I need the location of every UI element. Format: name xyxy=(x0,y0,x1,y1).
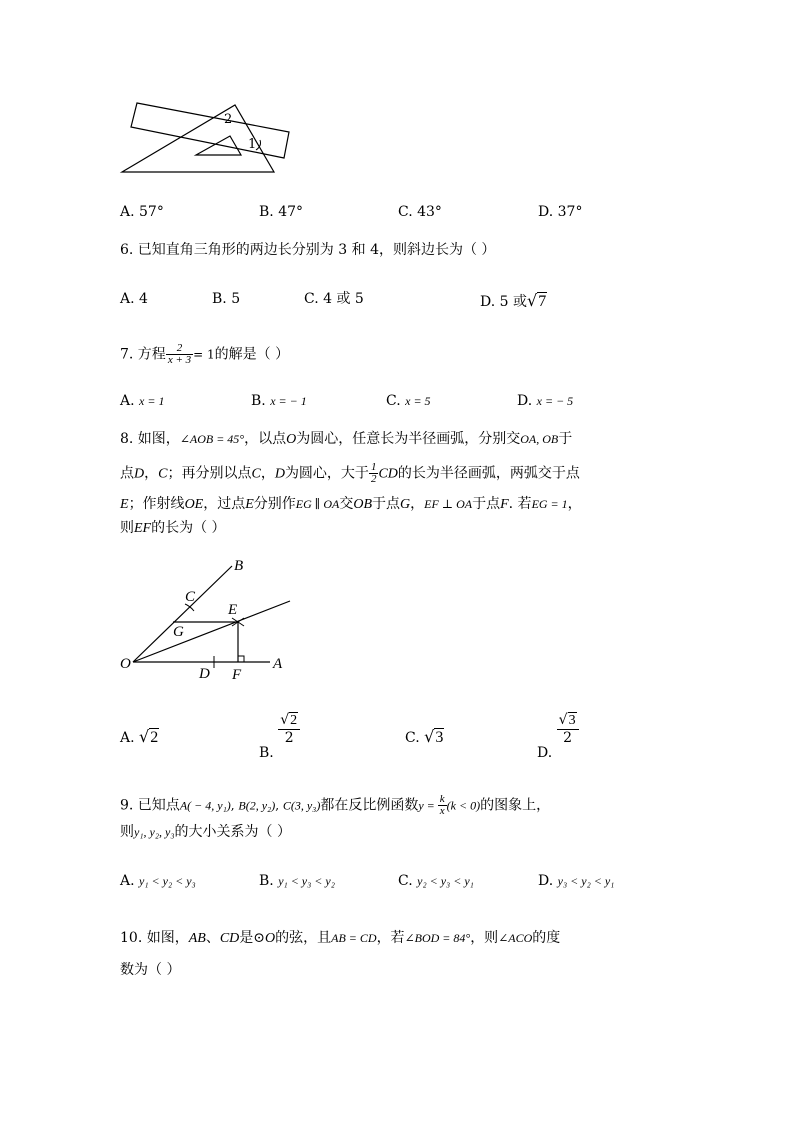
q5-option-a: A. 57° xyxy=(120,204,164,220)
q6-stem: 6. 已知直角三角形的两边长分别为 3 和 4，则斜边长为（ ） xyxy=(120,242,496,258)
q5-option-c: C. 43° xyxy=(398,204,442,220)
label-g: G xyxy=(173,624,184,640)
q9-option-a: A. y₁ < y₂ < y₃ xyxy=(120,873,196,889)
sqrt-icon: √7 xyxy=(526,291,547,310)
q6-option-b: B. 5 xyxy=(212,291,241,307)
q8-option-a: A. √2 xyxy=(120,727,159,746)
ray-ob xyxy=(133,566,232,662)
q7-suffix: 的解是（ ） xyxy=(214,346,290,363)
q10-line-2: 数为（ ） xyxy=(120,962,181,978)
q8-option-d: D. $\frac{√3}{2}$ xyxy=(537,712,579,746)
angle-2-label: 2 xyxy=(224,112,233,127)
q5-option-d: D. 37° xyxy=(538,204,583,220)
q6-option-c: C. 4 或 5 xyxy=(304,291,364,307)
ray-oe xyxy=(133,601,290,662)
label-b: B xyxy=(234,558,244,574)
q7-prefix: 7. 方程 xyxy=(120,346,166,363)
q9-line-1: 9. 已知点A( − 4, y₁), B(2, y₂), C(3, y₃)都在反比例函数y = $\frac{k}{x}$ (k < 0)的图象上， xyxy=(120,793,551,817)
label-c: C xyxy=(185,589,196,605)
label-d: D xyxy=(199,666,210,682)
q8-line-3: E；作射线OE，过点E分别作EG ∥ OA交OB于点G，EF ⊥ OA于点F. 若EG = 1， xyxy=(120,496,582,512)
q8-line-2: 点D，C；再分别以点C，D为圆心，大于 $\frac{1}{2}$ CD的长为半径画弧，两弧交于点 xyxy=(120,461,580,485)
q9-line-2: 则y₁, y₂, y₃的大小关系为（ ） xyxy=(120,824,291,840)
q7-option-c: C. x = 5 xyxy=(386,393,431,409)
q7-option-b: B. x = − 1 xyxy=(251,393,307,409)
q8-half-fraction: $\frac{1}{2}$ xyxy=(370,461,377,485)
q7-frac-den: x + 3 xyxy=(167,354,192,366)
q8-option-c: C. √3 xyxy=(405,727,444,746)
q8-line-4: 则EF的长为（ ） xyxy=(120,520,226,536)
q9-option-d: D. y₃ < y₂ < y₁ xyxy=(538,873,615,889)
right-angle-mark xyxy=(238,656,244,662)
q5-option-b: B. 47° xyxy=(259,204,304,220)
q6-option-d-radicand: 7 xyxy=(538,293,547,310)
q9-option-b: B. y₁ < y₃ < y₂ xyxy=(259,873,335,889)
q6-option-a: A. 4 xyxy=(120,291,148,307)
q9-option-c: C. y₂ < y₃ < y₁ xyxy=(398,873,474,889)
label-f: F xyxy=(232,667,242,683)
q8-option-b: B. $\frac{√2}{2}$ xyxy=(259,712,300,746)
q10-line-1: 10. 如图，AB、CD是⊙O的弦，且AB = CD，若∠BOD = 84°，则∠ACO的度 xyxy=(120,930,561,946)
angle-1-label: 1 xyxy=(248,137,257,152)
label-e: E xyxy=(228,602,238,618)
label-o: O xyxy=(120,656,131,672)
q7-rhs: = 1 xyxy=(193,347,215,362)
q7-frac-num: 2 xyxy=(166,343,193,355)
q7-option-d: D. x = − 5 xyxy=(517,393,574,409)
q6-option-d-text: D. 5 或 xyxy=(480,294,527,310)
q7-option-a: A. x = 1 xyxy=(120,393,165,409)
q8-line-1: 8. 如图，∠AOB = 45°，以点O为圆心，任意长为半径画弧，分别交OA, OB于 xyxy=(120,431,573,447)
label-a: A xyxy=(273,656,283,672)
